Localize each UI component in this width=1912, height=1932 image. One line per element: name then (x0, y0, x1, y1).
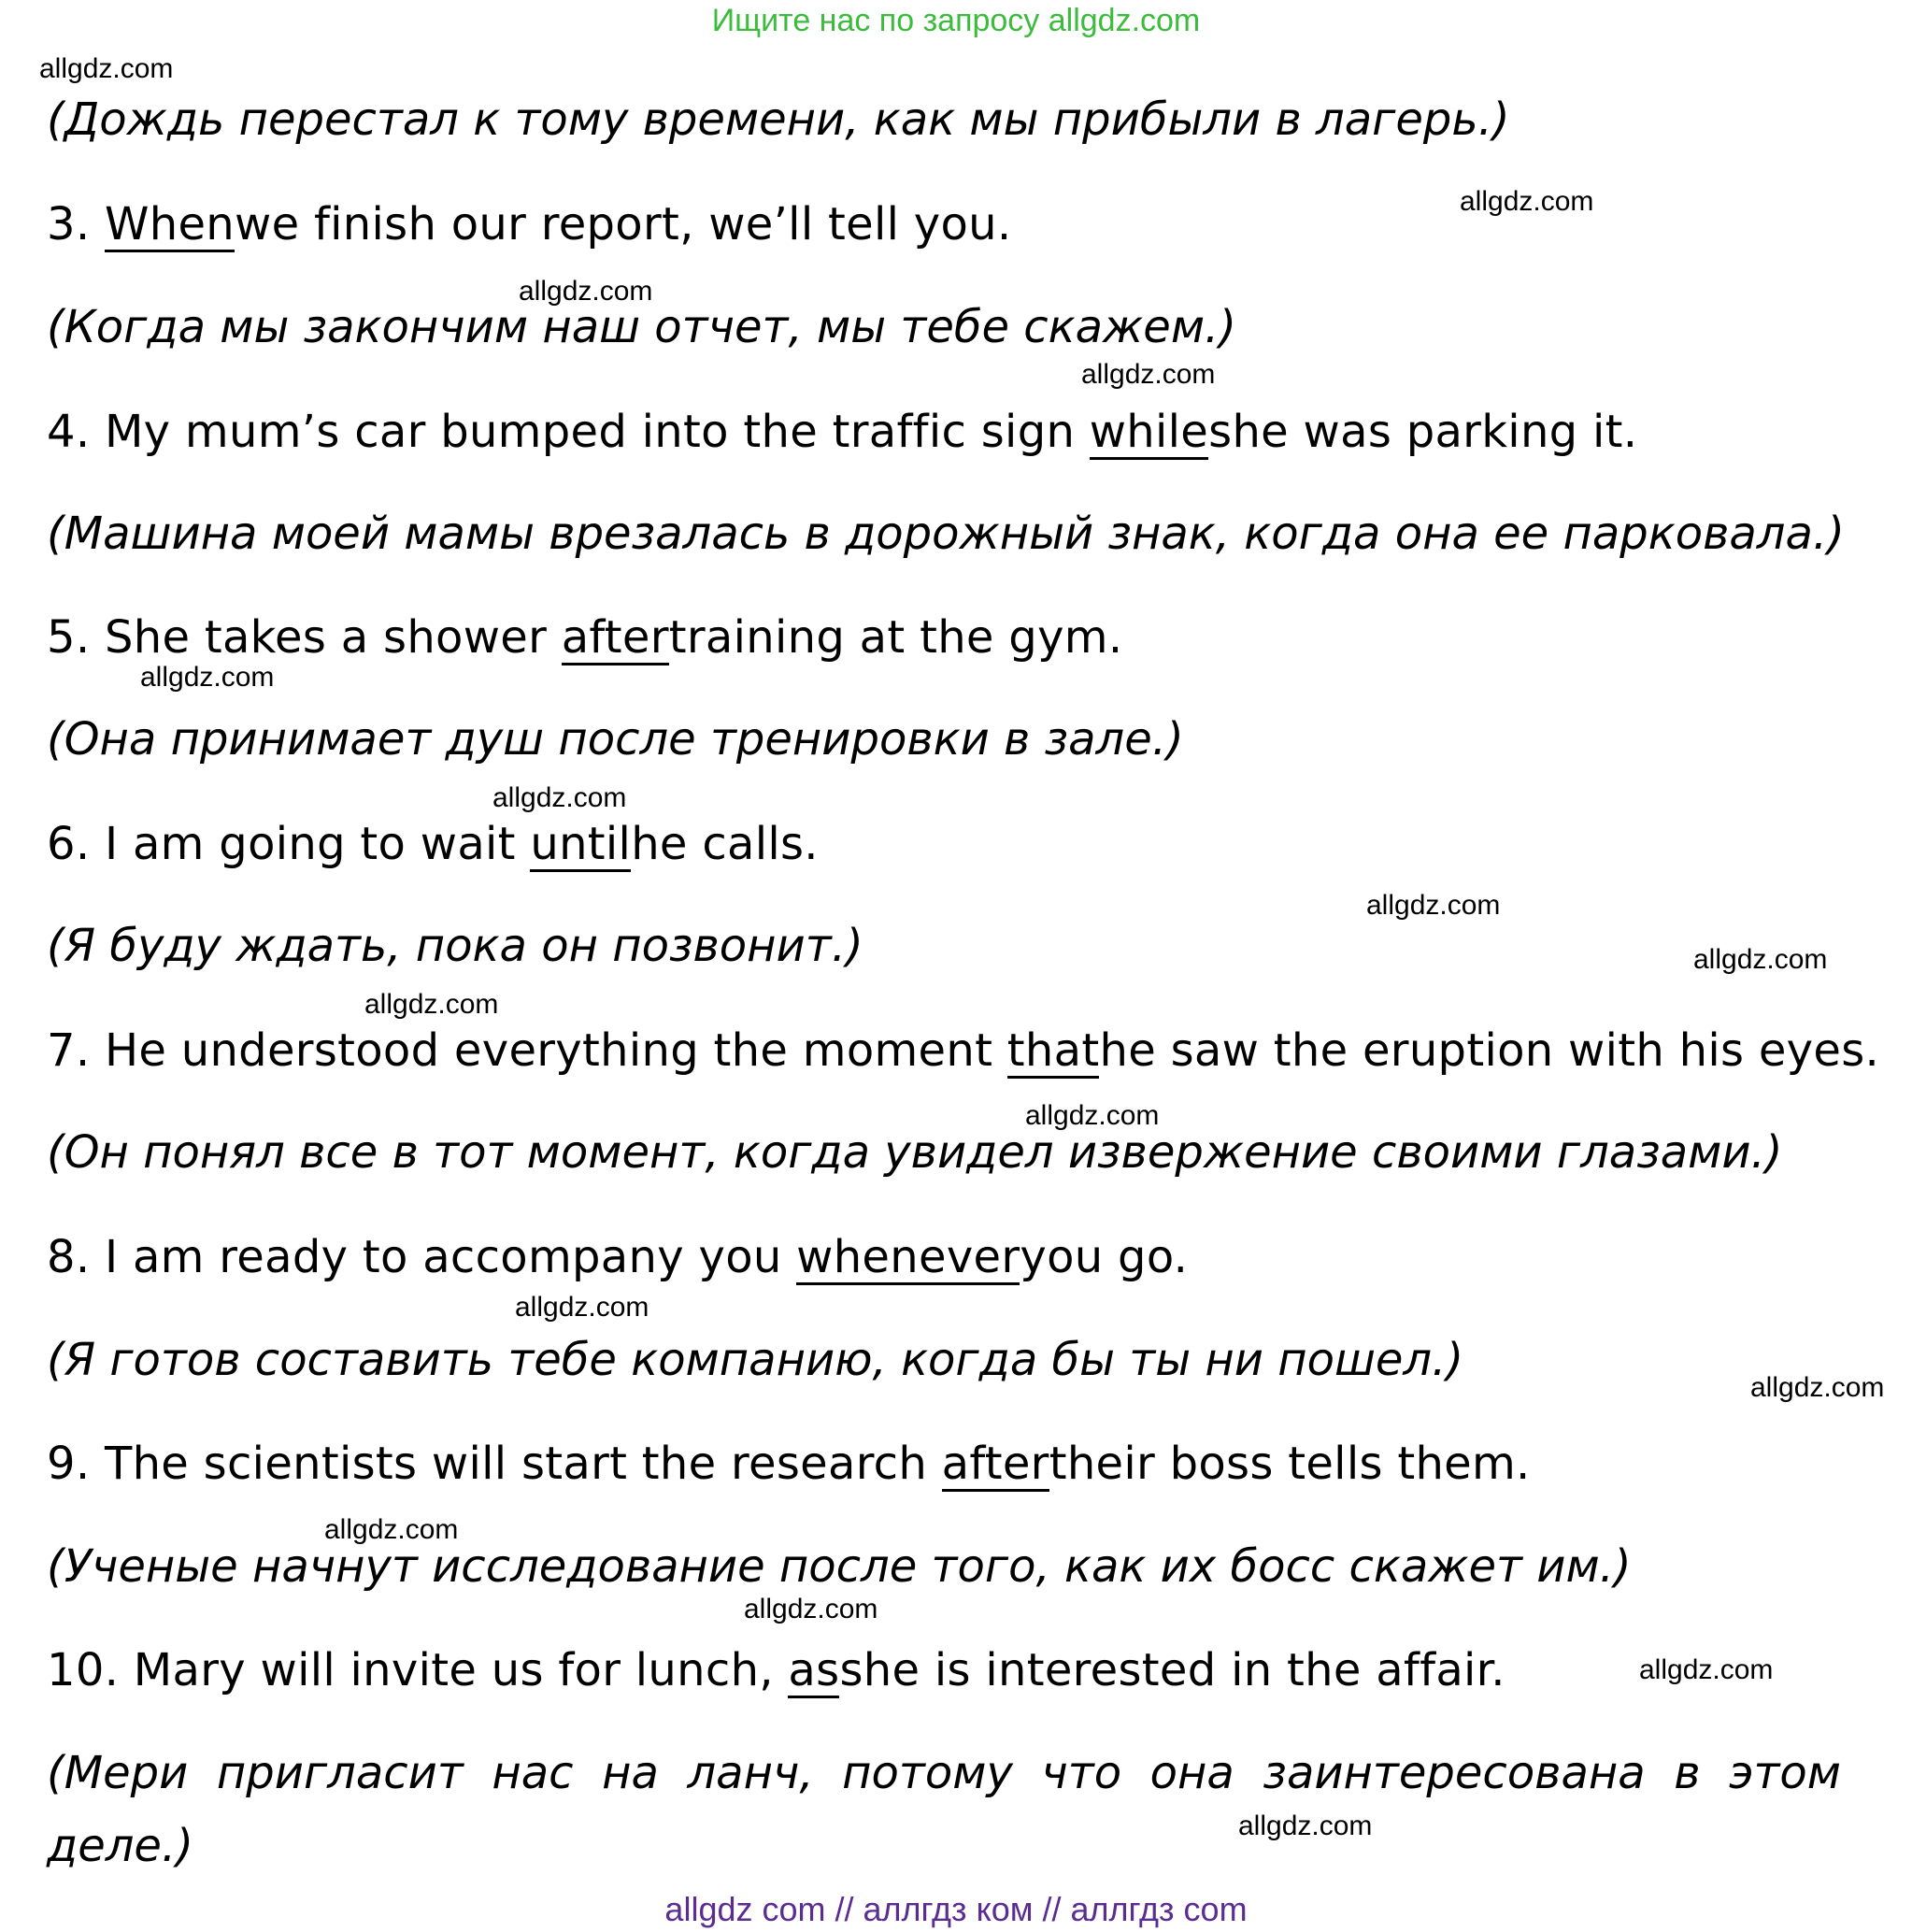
translation-7: (Он понял все в тот момент, когда увидел извержение своими глазами.) (47, 1126, 1783, 1179)
intro-translation: (Дождь перестал к тому времени, как мы прибыли в лагерь.) (47, 93, 1510, 146)
watermark: allgdz.com (364, 989, 499, 1020)
answer-word: after (941, 1438, 1049, 1490)
sentence-text: 10. Mary will invite us for lunch, (47, 1644, 789, 1696)
watermark: allgdz.com (1081, 359, 1216, 390)
sentence-text: 4. My mum’s car bumped into the traffic sign (47, 406, 1090, 458)
sentence-7 (47, 1023, 1879, 1079)
sentence-text: she was parking it. (1208, 406, 1638, 458)
answer-word: while (1089, 406, 1209, 458)
sentence-text: 9. The scientists will start the research (47, 1438, 942, 1490)
sentence-text: she is interested in the affair. (839, 1644, 1505, 1696)
watermark: allgdz.com (492, 782, 627, 813)
answer-word: after (561, 611, 669, 664)
watermark: allgdz.com (1238, 1810, 1373, 1841)
sentence-text: he calls. (631, 818, 819, 870)
watermark: allgdz.com (140, 662, 275, 693)
watermark: allgdz.com (1366, 890, 1501, 921)
sentence-text: 5. She takes a shower (47, 611, 562, 664)
watermark: allgdz.com (1025, 1100, 1160, 1131)
sentence-4 (47, 404, 1637, 460)
translation-9: (Ученые начнут исследование после того, как их босс скажет им.) (47, 1540, 1632, 1593)
top-banner: Ищите нас по запросу allgdz.com (711, 3, 1201, 38)
translation-8: (Я готов составить тебе компанию, когда бы ты ни пошел.) (47, 1334, 1464, 1386)
watermark: allgdz.com (39, 53, 174, 84)
answer-word: until (530, 818, 632, 870)
watermark: allgdz.com (744, 1594, 878, 1624)
watermark: allgdz.com (324, 1514, 459, 1545)
translation-10-line-1: (Мери пригласит нас на ланч, потому что она заинтересована в этом (47, 1747, 1841, 1799)
sentence-text: he saw the eruption with his eyes. (1099, 1024, 1880, 1077)
translation-5: (Она принимает душ после тренировки в зале.) (47, 713, 1184, 766)
answer-word: whenever (796, 1231, 1020, 1283)
sentence-text: 6. I am going to wait (47, 818, 531, 870)
watermark: allgdz.com (515, 1292, 649, 1323)
sentence-3 (47, 196, 1011, 252)
sentence-9 (47, 1436, 1531, 1492)
sentence-text: 8. I am ready to accompany you (47, 1231, 797, 1283)
answer-word: When (104, 198, 235, 250)
answer-word: that (1006, 1024, 1100, 1077)
sentence-10 (47, 1642, 1505, 1698)
watermark: allgdz.com (519, 276, 653, 307)
sentence-text: 7. He understood everything the moment (47, 1024, 1007, 1077)
watermark: allgdz.com (1639, 1654, 1774, 1685)
sentence-text: you go. (1020, 1231, 1189, 1283)
answer-word: as (788, 1644, 840, 1696)
sentence-text: training at the gym. (668, 611, 1123, 664)
watermark: allgdz.com (1460, 186, 1594, 217)
translation-6: (Я буду ждать, пока он позвонит.) (47, 920, 863, 972)
watermark: allgdz.com (1750, 1372, 1885, 1403)
sentence-6 (47, 816, 819, 872)
sentence-text: their boss tells them. (1049, 1438, 1531, 1490)
watermark: allgdz.com (1693, 944, 1828, 975)
translation-3: (Когда мы закончим наш отчет, мы тебе скажем.) (47, 301, 1237, 353)
translation-10-line-2: деле.) (47, 1820, 193, 1872)
sentence-text: we finish our report, we’ll tell you. (235, 198, 1012, 250)
sentence-8 (47, 1229, 1188, 1285)
sentence-text: 3. (47, 198, 105, 250)
sentence-5 (47, 609, 1122, 665)
bottom-banner: allgdz com // аллгдз ком // аллгдз com (664, 1890, 1248, 1928)
translation-4: (Машина моей мамы врезалась в дорожный знак, когда она ее парковала.) (47, 508, 1845, 560)
